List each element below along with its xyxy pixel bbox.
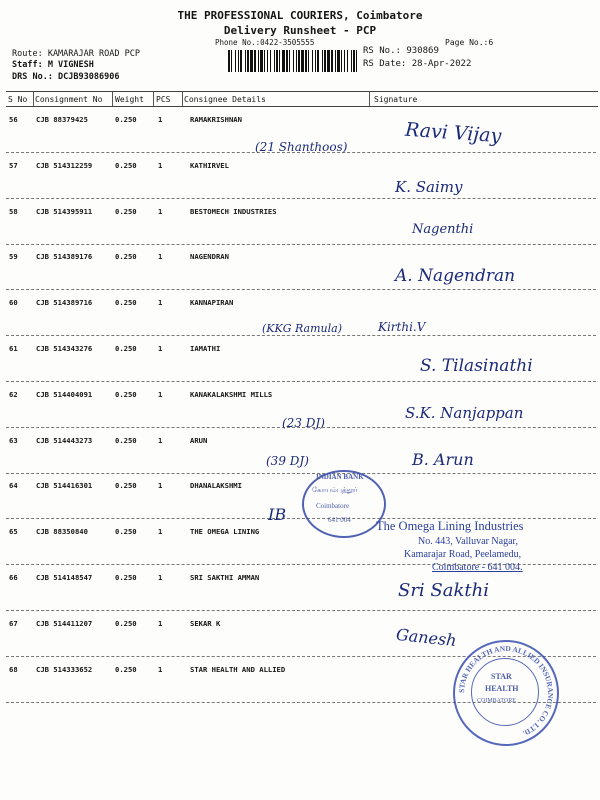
handwritten-signature: B. Arun xyxy=(412,450,474,469)
cell-sno: 56 xyxy=(9,115,18,124)
star-seal-ring-text xyxy=(455,642,557,744)
row-separator xyxy=(6,381,596,382)
cell-weight: 0.250 xyxy=(115,527,137,536)
cell-pcs: 1 xyxy=(158,207,163,216)
star-seal-center: HEALTH xyxy=(485,684,519,693)
cell-sno: 68 xyxy=(9,665,18,674)
drs-number: DRS No.: DCJB93086906 xyxy=(12,72,120,82)
row-separator xyxy=(6,289,596,290)
cell-pcs: 1 xyxy=(158,298,163,307)
cell-sno: 58 xyxy=(9,207,18,216)
omega-stamp-address: No. 443, Valluvar Nagar, xyxy=(418,536,518,547)
bank-seal-city: Coimbatore xyxy=(316,502,350,510)
cell-sno: 62 xyxy=(9,390,18,399)
row-separator xyxy=(6,244,596,245)
rs-date: RS Date: 28-Apr-2022 xyxy=(363,59,472,69)
omega-stamp-address: Kamarajar Road, Peelamedu, xyxy=(404,549,522,560)
omega-stamp-address: Coimbatore - 641 004. xyxy=(432,562,523,573)
column-divider xyxy=(369,92,370,106)
col-header-consignment: Consignment No xyxy=(35,95,103,104)
cell-consignee: RAMAKRISHNAN xyxy=(190,115,242,124)
rs-number: RS No.: 930869 xyxy=(363,46,439,56)
bank-seal-stamp xyxy=(302,470,386,538)
cell-pcs: 1 xyxy=(158,390,163,399)
runsheet-subtitle: Delivery Runsheet - PCP xyxy=(223,24,377,37)
cell-consignment: CJB 514395911 xyxy=(36,207,93,216)
star-health-seal-stamp xyxy=(453,640,559,746)
col-header-pcs: PCS xyxy=(156,95,171,104)
cell-consignee: KATHIRVEL xyxy=(190,161,229,170)
omega-stamp-name: The Omega Lining Industries xyxy=(376,519,524,533)
cell-consignee: KANAKALAKSHMI MILLS xyxy=(190,390,273,399)
cell-pcs: 1 xyxy=(158,665,163,674)
cell-consignee: KANNAPIRAN xyxy=(190,298,234,307)
row-separator xyxy=(6,335,596,336)
cell-consignee: ARUN xyxy=(190,436,208,445)
cell-sno: 60 xyxy=(9,298,18,307)
cell-consignee: DHANALAKSHMI xyxy=(190,481,242,490)
cell-weight: 0.250 xyxy=(115,481,137,490)
cell-consignment: CJB 514389176 xyxy=(36,252,93,261)
cell-consignee: STAR HEALTH AND ALLIED xyxy=(190,665,286,674)
cell-sno: 66 xyxy=(9,573,18,582)
cell-weight: 0.250 xyxy=(115,665,137,674)
bank-seal-line: கோயம்புத்தூர் xyxy=(312,486,358,494)
cell-weight: 0.250 xyxy=(115,161,137,170)
column-divider xyxy=(182,92,183,106)
handwritten-signature: Nagenthi xyxy=(412,222,474,237)
bank-seal-pin: 641 004 xyxy=(328,516,351,524)
handwritten-note: (21 Shanthoos) xyxy=(255,140,348,154)
cell-weight: 0.250 xyxy=(115,252,137,261)
cell-sno: 59 xyxy=(9,252,18,261)
row-separator xyxy=(6,198,596,199)
cell-consignment: CJB 514148547 xyxy=(36,573,93,582)
cell-weight: 0.250 xyxy=(115,436,137,445)
handwritten-signature: K. Saimy xyxy=(395,178,463,196)
cell-consignment: CJB 514333652 xyxy=(36,665,93,674)
route-label: Route: KAMARAJAR ROAD PCP xyxy=(12,49,140,59)
cell-pcs: 1 xyxy=(158,619,163,628)
barcode xyxy=(228,50,358,72)
cell-pcs: 1 xyxy=(158,115,163,124)
cell-sno: 57 xyxy=(9,161,18,170)
cell-consignment: CJB 514404091 xyxy=(36,390,93,399)
cell-weight: 0.250 xyxy=(115,573,137,582)
staff-label: Staff: M VIGNESH xyxy=(12,60,94,70)
handwritten-signature: Ganesh xyxy=(395,624,458,651)
col-header-consignee: Consignee Details xyxy=(184,95,266,104)
phone-number: Phone No.:0422-3505555 xyxy=(215,38,315,47)
cell-pcs: 1 xyxy=(158,252,163,261)
handwritten-signature: Sri Sakthi xyxy=(398,580,489,601)
column-divider xyxy=(112,92,113,106)
row-separator xyxy=(6,610,596,611)
cell-sno: 63 xyxy=(9,436,18,445)
cell-pcs: 1 xyxy=(158,344,163,353)
cell-weight: 0.250 xyxy=(115,390,137,399)
cell-pcs: 1 xyxy=(158,436,163,445)
cell-sno: 61 xyxy=(9,344,18,353)
cell-consignment: CJB 88350840 xyxy=(36,527,88,536)
cell-consignment: CJB 514443273 xyxy=(36,436,93,445)
cell-sno: 64 xyxy=(9,481,18,490)
cell-consignment: CJB 514416301 xyxy=(36,481,93,490)
cell-pcs: 1 xyxy=(158,573,163,582)
cell-consignment: CJB 514411207 xyxy=(36,619,93,628)
handwritten-note: IB xyxy=(268,505,287,524)
cell-pcs: 1 xyxy=(158,481,163,490)
handwritten-signature: S. Tilasinathi xyxy=(420,356,533,376)
runsheet-title: THE PROFESSIONAL COURIERS, Coimbatore xyxy=(177,9,423,22)
cell-pcs: 1 xyxy=(158,527,163,536)
cell-weight: 0.250 xyxy=(115,619,137,628)
col-header-weight: Weight xyxy=(115,95,144,104)
column-divider xyxy=(153,92,154,106)
handwritten-signature: S.K. Nanjappan xyxy=(405,404,524,422)
handwritten-signature: Ravi Vijay xyxy=(404,118,502,148)
cell-sno: 65 xyxy=(9,527,18,536)
cell-consignment: CJB 514343276 xyxy=(36,344,93,353)
handwritten-note: (39 DJ) xyxy=(266,454,309,468)
cell-consignee: IAMATHI xyxy=(190,344,221,353)
page-number: Page No.:6 xyxy=(445,38,494,47)
star-seal-center: STAR xyxy=(491,672,512,681)
handwritten-signature: Kirthi.V xyxy=(378,320,426,334)
star-seal-ring-label: STAR HEALTH AND ALLIED INSURANCE CO. LTD. xyxy=(456,643,556,739)
cell-consignee: THE OMEGA LINING xyxy=(190,527,260,536)
column-divider xyxy=(33,92,34,106)
cell-weight: 0.250 xyxy=(115,298,137,307)
cell-pcs: 1 xyxy=(158,161,163,170)
cell-consignment: CJB 514389716 xyxy=(36,298,93,307)
row-separator xyxy=(6,473,596,474)
col-header-signature: Signature xyxy=(374,95,418,104)
cell-sno: 67 xyxy=(9,619,18,628)
bank-seal-name: INDIAN BANK xyxy=(316,473,364,481)
cell-weight: 0.250 xyxy=(115,207,137,216)
col-header-sno: S No xyxy=(8,95,28,104)
header-bottom-rule xyxy=(6,106,598,107)
handwritten-note: (KKG Ramula) xyxy=(262,322,342,335)
header-top-rule xyxy=(6,91,598,92)
cell-weight: 0.250 xyxy=(115,344,137,353)
cell-consignment: CJB 88379425 xyxy=(36,115,88,124)
cell-consignee: SEKAR K xyxy=(190,619,221,628)
cell-consignee: NAGENDRAN xyxy=(190,252,229,261)
cell-consignee: SRI SAKTHI AMMAN xyxy=(190,573,260,582)
handwritten-signature: A. Nagendran xyxy=(395,266,516,286)
handwritten-note: (23 DJ) xyxy=(282,416,325,430)
cell-consignee: BESTOMECH INDUSTRIES xyxy=(190,207,277,216)
cell-weight: 0.250 xyxy=(115,115,137,124)
cell-consignment: CJB 514312259 xyxy=(36,161,93,170)
svg-text:STAR HEALTH AND ALLIED INSURAN xyxy=(457,644,555,738)
star-seal-city: COIMBATORE xyxy=(477,698,516,704)
